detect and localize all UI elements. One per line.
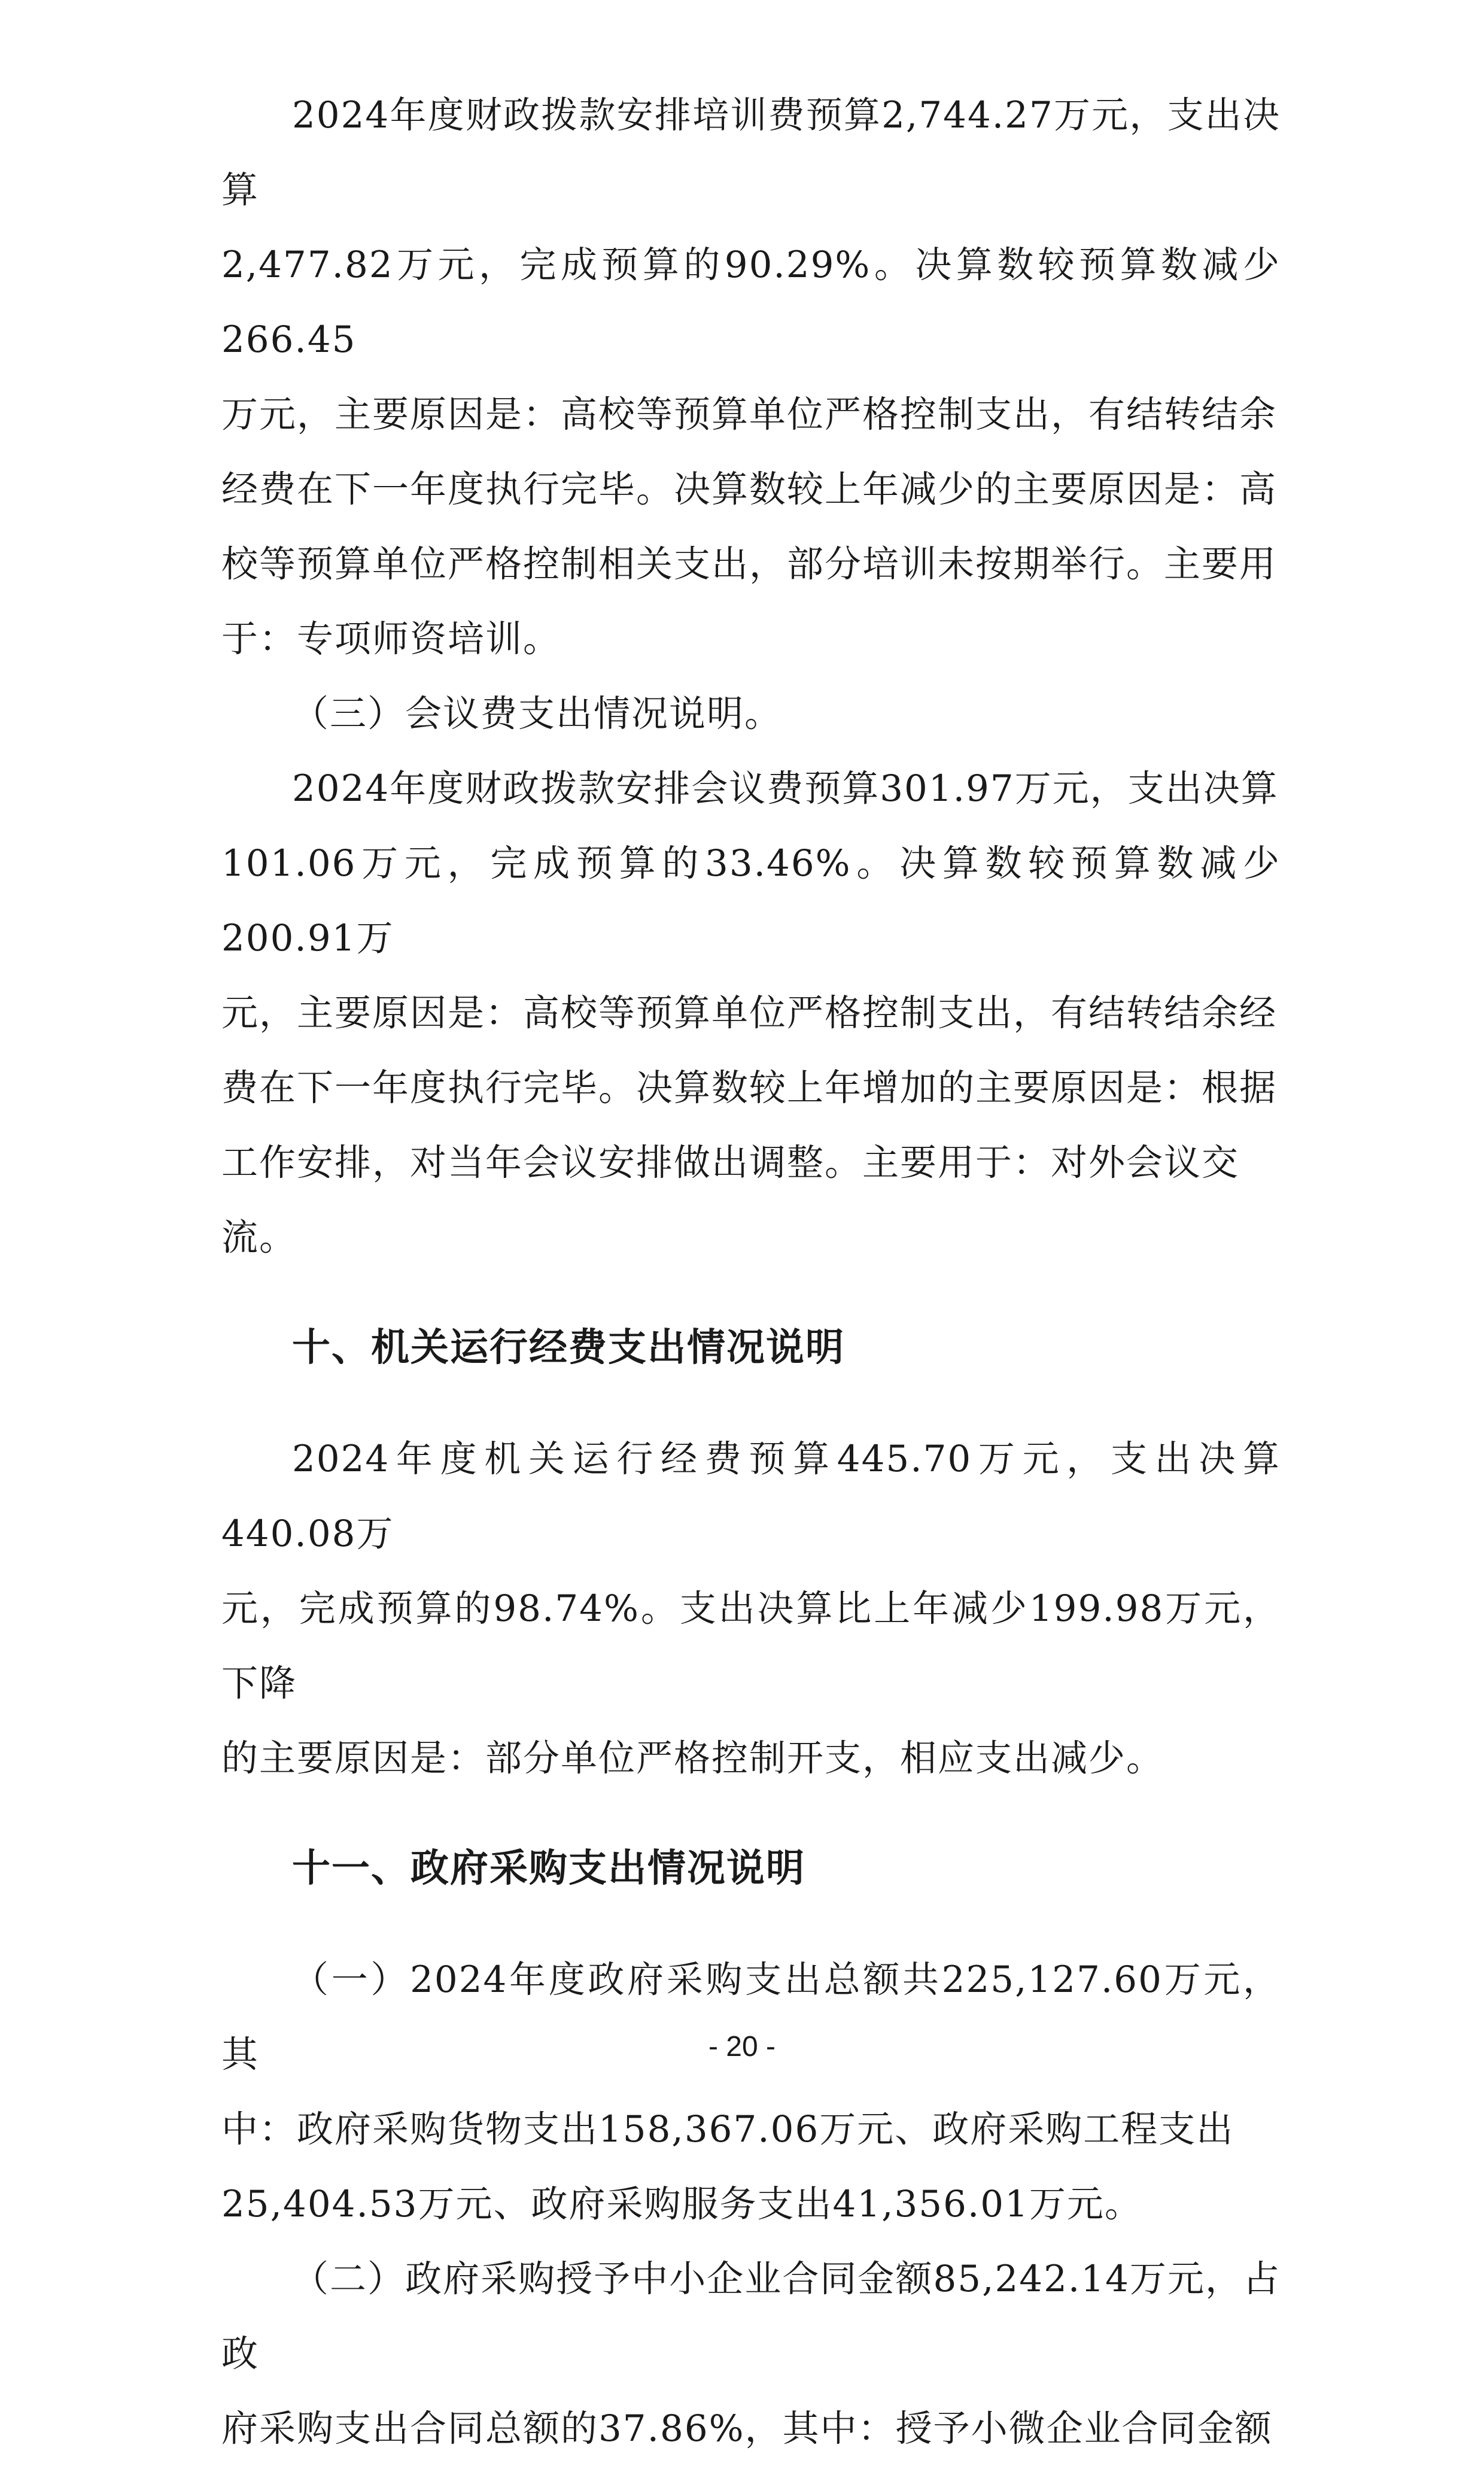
heading-section-11: 十一、政府采购支出情况说明 bbox=[292, 1847, 805, 1891]
section-gap bbox=[221, 1906, 1281, 1942]
document-body bbox=[221, 78, 1281, 2466]
paragraph-operating-expenses: 2024年度机关运行经费预算445.70万元，支出决算440.08万 元，完成预算的98.74%。支出决算比上年减少199.98万元，下降 的主要原因是：部分单位严格控制开支，相应支出减少。 bbox=[221, 1438, 1281, 1779]
paragraph-procurement-total: （一）2024年度政府采购支出总额共225,127.60万元，其 中：政府采购货物支出158,367.06万元、政府采购工程支出 25,404.53万元、政府采购服务支出41,356.01万元。 bbox=[221, 1958, 1281, 2225]
heading-section-10: 十、机关运行经费支出情况说明 bbox=[292, 1326, 845, 1370]
section-gap bbox=[221, 1386, 1281, 1422]
paragraph-meeting-fee: 2024年度财政拨款安排会议费预算301.97万元，支出决算 101.06万元，完成预算的33.46%。决算数较预算数减少200.91万 元，主要原因是：高校等预算单位严格控制支出，有结转结余经 费在下一年度执行完毕。决算数较上年增加的主要原因是：根据 工作安排，对当年会议安排做出调整。主要用于：对外会议交 流。 bbox=[221, 767, 1281, 1259]
subheading-meeting-fee: （三）会议费支出情况说明。 bbox=[292, 693, 783, 735]
paragraph-procurement-sme: （二）政府采购授予中小企业合同金额85,242.14万元，占政 府采购支出合同总额的37.86%，其中：授予小微企业合同金额 bbox=[221, 2258, 1281, 2450]
page-number: - 20 - bbox=[708, 2031, 776, 2063]
paragraph-training-fee: 2024年度财政拨款安排培训费预算2,744.27万元，支出决算 2,477.82万元，完成预算的90.29%。决算数较预算数减少266.45 万元，主要原因是：高校等预算单位严格控制支出，有结转结余 经费在下一年度执行完毕。决算数较上年减少的主要原因是：高 校等预算单位严格控制相关支出，部分培训未按期举行。主要用 于：专项师资培训。 bbox=[221, 94, 1281, 660]
section-gap bbox=[221, 1275, 1281, 1311]
section-gap bbox=[221, 1796, 1281, 1832]
